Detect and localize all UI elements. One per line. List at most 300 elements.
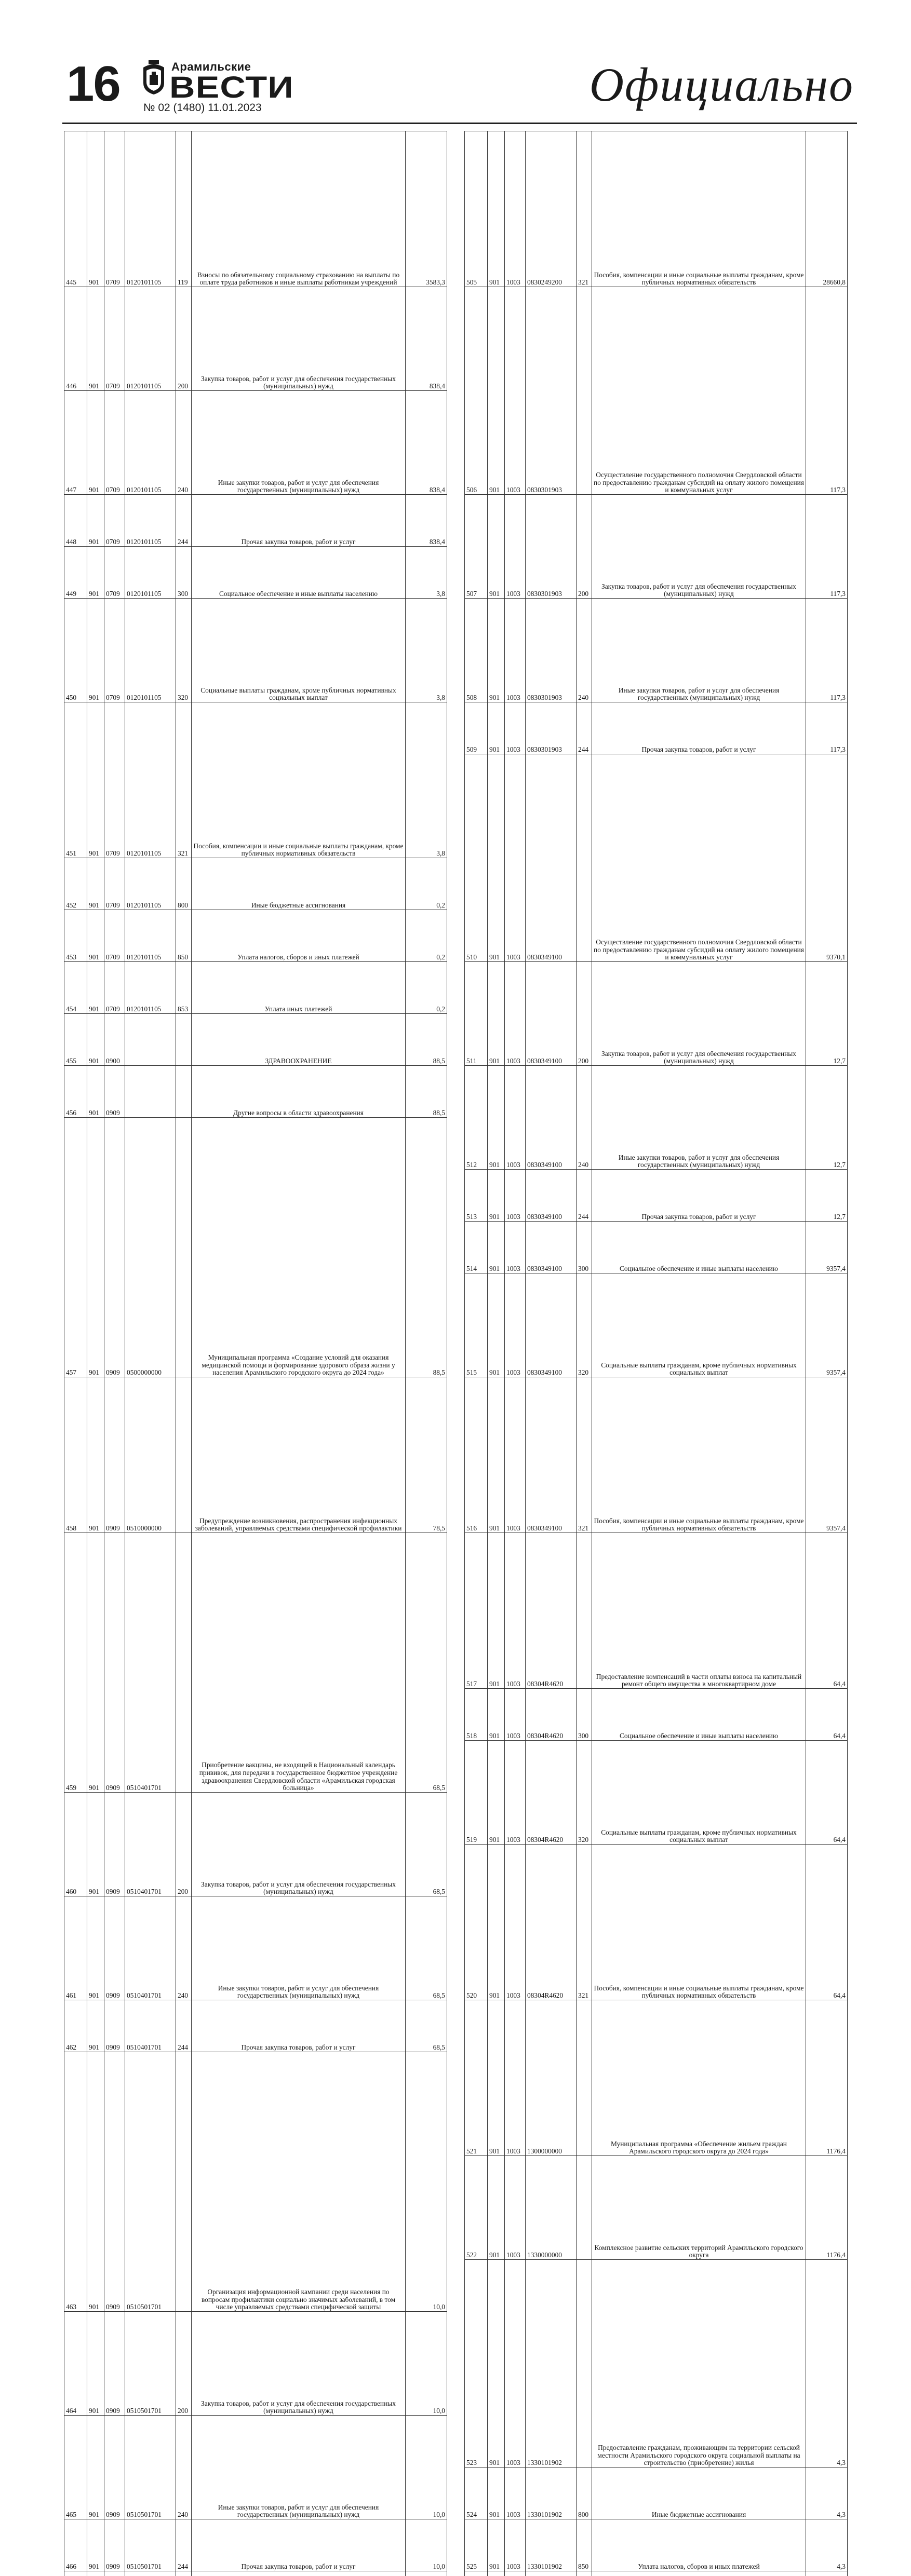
amount: 0,2 bbox=[406, 910, 447, 962]
table-row bbox=[64, 547, 447, 599]
expense-type bbox=[176, 1533, 192, 1793]
admin-code: 901 bbox=[488, 1533, 505, 1689]
page-header bbox=[62, 52, 857, 124]
section-code: 1003 bbox=[505, 2519, 526, 2571]
amount: 28660,8 bbox=[806, 131, 848, 287]
expense-type bbox=[577, 1533, 592, 1689]
amount: 4,3 bbox=[806, 2519, 848, 2571]
target-code: 0120101105 bbox=[125, 131, 176, 287]
section-code: 0709 bbox=[104, 858, 125, 910]
amount: 838,4 bbox=[406, 287, 447, 391]
admin-code: 901 bbox=[488, 754, 505, 962]
admin-code: 901 bbox=[87, 910, 104, 962]
section-code: 1003 bbox=[505, 2467, 526, 2519]
expense-type bbox=[176, 1014, 192, 1066]
row-number: 447 bbox=[64, 391, 87, 495]
amount: 3,8 bbox=[406, 547, 447, 599]
table-row bbox=[64, 1377, 447, 1533]
description: Пособия, компенсации и иные социальные выплаты гражданам, кроме публичных нормативных обязательств bbox=[592, 131, 806, 287]
admin-code: 901 bbox=[87, 1066, 104, 1118]
expense-type: 200 bbox=[176, 287, 192, 391]
table-row bbox=[465, 2467, 848, 2519]
logo-big-text: ВЕСТИ bbox=[169, 73, 294, 103]
table-row bbox=[64, 2000, 447, 2052]
section-code: 1003 bbox=[505, 495, 526, 599]
description: Прочая закупка товаров, работ и услуг bbox=[592, 1170, 806, 1222]
row-number: 522 bbox=[465, 2156, 488, 2260]
admin-code: 901 bbox=[488, 1741, 505, 1845]
target-code: 0120101105 bbox=[125, 495, 176, 547]
admin-code: 901 bbox=[488, 1066, 505, 1170]
section-code: 1003 bbox=[505, 1170, 526, 1222]
description: Иные закупки товаров, работ и услуг для обеспечения государственных (муниципальных) нужд bbox=[192, 391, 406, 495]
amount: 64,4 bbox=[806, 1689, 848, 1741]
section-code: 0909 bbox=[104, 1066, 125, 1118]
budget-table-left bbox=[64, 131, 447, 2576]
row-number: 516 bbox=[465, 1377, 488, 1533]
amount: 3,8 bbox=[406, 702, 447, 858]
row-number: 524 bbox=[465, 2467, 488, 2519]
admin-code: 901 bbox=[488, 2467, 505, 2519]
row-number: 507 bbox=[465, 495, 488, 599]
amount: 3,8 bbox=[406, 599, 447, 702]
expense-type: 853 bbox=[176, 962, 192, 1014]
target-code: 0510501701 bbox=[125, 2052, 176, 2312]
coat-of-arms-icon bbox=[141, 60, 166, 96]
right-column bbox=[464, 131, 848, 1266]
description: Закупка товаров, работ и услуг для обеспечения государственных (муниципальных) нужд bbox=[192, 287, 406, 391]
description: Иные закупки товаров, работ и услуг для обеспечения государственных (муниципальных) нужд bbox=[592, 599, 806, 702]
section-code: 0709 bbox=[104, 287, 125, 391]
row-number: 466 bbox=[64, 2519, 87, 2571]
amount: 1176,4 bbox=[806, 2156, 848, 2260]
admin-code: 901 bbox=[87, 1533, 104, 1793]
expense-type: 200 bbox=[176, 2312, 192, 2416]
row-number: 451 bbox=[64, 702, 87, 858]
expense-type: 240 bbox=[176, 2416, 192, 2519]
admin-code: 901 bbox=[87, 1118, 104, 1377]
admin-code bbox=[488, 2571, 505, 2576]
amount: 0,2 bbox=[406, 962, 447, 1014]
description: Закупка товаров, работ и услуг для обеспечения государственных (муниципальных) нужд bbox=[592, 495, 806, 599]
row-number: 517 bbox=[465, 1533, 488, 1689]
row-number: 450 bbox=[64, 599, 87, 702]
expense-type: 240 bbox=[176, 391, 192, 495]
section-code: 0909 bbox=[104, 2052, 125, 2312]
admin-code: 901 bbox=[488, 2156, 505, 2260]
expense-type: 321 bbox=[176, 702, 192, 858]
section-code: 0709 bbox=[104, 702, 125, 858]
amount: 4,3 bbox=[806, 2260, 848, 2467]
table-row bbox=[64, 495, 447, 547]
section-code: 0909 bbox=[104, 1533, 125, 1793]
expense-type bbox=[577, 2000, 592, 2156]
amount: 68,5 bbox=[406, 1793, 447, 1896]
target-code: 1330000000 bbox=[526, 2156, 577, 2260]
page-number: 16 bbox=[66, 59, 120, 109]
table-row bbox=[465, 2260, 848, 2467]
table-row bbox=[64, 1118, 447, 1377]
description: Предоставление компенсаций в части оплаты взноса на капитальный ремонт общего имущества в многоквартирном доме bbox=[592, 1533, 806, 1689]
table-row bbox=[465, 1533, 848, 1689]
target-code: 08304R4620 bbox=[526, 1845, 577, 2000]
section-code: 0709 bbox=[104, 962, 125, 1014]
expense-type bbox=[176, 1066, 192, 1118]
section-code: 1003 bbox=[505, 1689, 526, 1741]
amount: 88,5 bbox=[406, 1118, 447, 1377]
section-code: 0909 bbox=[104, 1896, 125, 2000]
amount: 10,0 bbox=[406, 2519, 447, 2571]
header-rule bbox=[62, 123, 857, 124]
row-number: 452 bbox=[64, 858, 87, 910]
expense-type bbox=[577, 2156, 592, 2260]
description: Комплексное развитие сельских территорий Арамильского городского округа bbox=[592, 2156, 806, 2260]
section-code: 0709 bbox=[104, 495, 125, 547]
target-code: 0120101105 bbox=[125, 962, 176, 1014]
table-row bbox=[64, 1066, 447, 1118]
row-number: 512 bbox=[465, 1066, 488, 1170]
row-number: 464 bbox=[64, 2312, 87, 2416]
expense-type: 850 bbox=[176, 910, 192, 962]
description: Иные закупки товаров, работ и услуг для обеспечения государственных (муниципальных) нужд bbox=[592, 1066, 806, 1170]
table-row bbox=[64, 1793, 447, 1896]
table-row bbox=[64, 2571, 447, 2576]
row-number: 459 bbox=[64, 1533, 87, 1793]
target-code: 1330101902 bbox=[526, 2260, 577, 2467]
expense-type: 320 bbox=[577, 1741, 592, 1845]
target-code: 0830349100 bbox=[526, 962, 577, 1066]
amount: 9357,4 bbox=[806, 1273, 848, 1377]
target-code: 0830349100 bbox=[526, 1170, 577, 1222]
section-code: 1003 bbox=[505, 287, 526, 495]
table-row bbox=[64, 702, 447, 858]
description: Социальное обеспечение и иные выплаты населению bbox=[592, 1689, 806, 1741]
table-row bbox=[465, 287, 848, 495]
description: Взносы по обязательному социальному страхованию на выплаты по оплате труда работников и иные выплаты работникам учреждений bbox=[192, 131, 406, 287]
amount: 1176,4 bbox=[806, 2000, 848, 2156]
row-number: 514 bbox=[465, 1222, 488, 1273]
expense-type: 200 bbox=[577, 962, 592, 1066]
section-code: 1003 bbox=[505, 2260, 526, 2467]
description: Закупка товаров, работ и услуг для обеспечения государственных (муниципальных) нужд bbox=[192, 2312, 406, 2416]
section-code: 0709 bbox=[104, 599, 125, 702]
budget-table-right bbox=[464, 131, 848, 2576]
description: Социальные выплаты гражданам, кроме публичных нормативных социальных выплат bbox=[592, 1273, 806, 1377]
expense-type: 320 bbox=[176, 599, 192, 702]
table-row bbox=[465, 599, 848, 702]
target-code bbox=[125, 1066, 176, 1118]
description: Муниципальная программа «Создание условий для оказания медицинской помощи и формирование здорового образа жизни у населения Арамильского городского округа до 2024 года» bbox=[192, 1118, 406, 1377]
table-row bbox=[465, 1273, 848, 1377]
table-row bbox=[465, 495, 848, 599]
expense-type: 320 bbox=[577, 1273, 592, 1377]
row-number: 519 bbox=[465, 1741, 488, 1845]
section-code: 1003 bbox=[505, 131, 526, 287]
amount: 838,4 bbox=[406, 495, 447, 547]
table-row bbox=[64, 2519, 447, 2571]
admin-code bbox=[87, 2571, 104, 2576]
description: Прочая закупка товаров, работ и услуг bbox=[192, 2000, 406, 2052]
section-code: 1003 bbox=[505, 754, 526, 962]
description: Социальные выплаты гражданам, кроме публичных нормативных социальных выплат bbox=[192, 599, 406, 702]
admin-code: 901 bbox=[87, 2052, 104, 2312]
expense-type bbox=[577, 287, 592, 495]
table-row bbox=[64, 599, 447, 702]
section-code: 1003 bbox=[505, 1845, 526, 2000]
amount: 12,7 bbox=[806, 962, 848, 1066]
admin-code: 901 bbox=[87, 702, 104, 858]
table-row bbox=[64, 1533, 447, 1793]
expense-type bbox=[176, 1118, 192, 1377]
table-row bbox=[465, 2571, 848, 2576]
expense-type: 240 bbox=[577, 1066, 592, 1170]
admin-code: 901 bbox=[87, 547, 104, 599]
admin-code: 901 bbox=[87, 2312, 104, 2416]
description: Уплата налогов, сборов и иных платежей bbox=[592, 2519, 806, 2571]
row-number bbox=[465, 2571, 488, 2576]
target-code: 0510501701 bbox=[125, 2416, 176, 2519]
row-number: 449 bbox=[64, 547, 87, 599]
expense-type: 119 bbox=[176, 131, 192, 287]
section-code: 1003 bbox=[505, 1222, 526, 1273]
expense-type bbox=[176, 1377, 192, 1533]
expense-type: 200 bbox=[176, 1793, 192, 1896]
target-code: 0830349100 bbox=[526, 754, 577, 962]
admin-code: 901 bbox=[87, 391, 104, 495]
admin-code: 901 bbox=[488, 702, 505, 754]
target-code: 08304R4620 bbox=[526, 1533, 577, 1689]
amount: 9357,4 bbox=[806, 1377, 848, 1533]
expense-type: 850 bbox=[577, 2519, 592, 2571]
expense-type: 244 bbox=[577, 1170, 592, 1222]
section-code: 0909 bbox=[104, 2000, 125, 2052]
admin-code: 901 bbox=[87, 858, 104, 910]
target-code: 0120101105 bbox=[125, 391, 176, 495]
target-code: 0830349100 bbox=[526, 1377, 577, 1533]
row-number: 523 bbox=[465, 2260, 488, 2467]
admin-code: 901 bbox=[87, 2000, 104, 2052]
amount bbox=[806, 2571, 848, 2576]
amount bbox=[406, 2571, 447, 2576]
row-number: 511 bbox=[465, 962, 488, 1066]
section-code: 0909 bbox=[104, 1118, 125, 1377]
section-code: 0709 bbox=[104, 547, 125, 599]
row-number: 462 bbox=[64, 2000, 87, 2052]
section-code: 0909 bbox=[104, 1793, 125, 1896]
section-code bbox=[104, 2571, 125, 2576]
section-code bbox=[505, 2571, 526, 2576]
expense-type: 321 bbox=[577, 1845, 592, 2000]
amount: 117,3 bbox=[806, 495, 848, 599]
table-row bbox=[465, 1689, 848, 1741]
row-number: 465 bbox=[64, 2416, 87, 2519]
table-row bbox=[465, 1741, 848, 1845]
admin-code: 901 bbox=[488, 131, 505, 287]
target-code bbox=[125, 1014, 176, 1066]
row-number: 455 bbox=[64, 1014, 87, 1066]
expense-type: 300 bbox=[577, 1222, 592, 1273]
expense-type: 321 bbox=[577, 1377, 592, 1533]
target-code: 0120101105 bbox=[125, 547, 176, 599]
admin-code: 901 bbox=[87, 1793, 104, 1896]
description: Иные закупки товаров, работ и услуг для обеспечения государственных (муниципальных) нужд bbox=[192, 1896, 406, 2000]
description: Иные бюджетные ассигнования bbox=[592, 2467, 806, 2519]
row-number: 521 bbox=[465, 2000, 488, 2156]
table-row bbox=[64, 2052, 447, 2312]
table-row bbox=[64, 287, 447, 391]
description bbox=[592, 2571, 806, 2576]
expense-type: 244 bbox=[577, 702, 592, 754]
row-number: 454 bbox=[64, 962, 87, 1014]
description: Уплата налогов, сборов и иных платежей bbox=[192, 910, 406, 962]
row-number: 518 bbox=[465, 1689, 488, 1741]
amount: 117,3 bbox=[806, 599, 848, 702]
description: Социальное обеспечение и иные выплаты населению bbox=[192, 547, 406, 599]
description: Приобретение вакцины, не входящей в Национальный календарь прививок, для передачи в государственное бюджетное учреждение здравоохранения Свердловской области «Арамильская городская больница» bbox=[192, 1533, 406, 1793]
target-code: 0510000000 bbox=[125, 1377, 176, 1533]
target-code: 0510501701 bbox=[125, 2312, 176, 2416]
description: Уплата иных платежей bbox=[192, 962, 406, 1014]
expense-type: 200 bbox=[577, 495, 592, 599]
table-row bbox=[64, 2312, 447, 2416]
table-row bbox=[64, 131, 447, 287]
description: Предоставление гражданам, проживающим на территории сельской местности Арамильского городского округа социальной выплаты на строительство (приобретение) жилья bbox=[592, 2260, 806, 2467]
admin-code: 901 bbox=[87, 495, 104, 547]
section-code: 1003 bbox=[505, 599, 526, 702]
amount: 88,5 bbox=[406, 1014, 447, 1066]
row-number: 463 bbox=[64, 2052, 87, 2312]
target-code: 1300000000 bbox=[526, 2000, 577, 2156]
amount: 12,7 bbox=[806, 1170, 848, 1222]
expense-type bbox=[176, 2052, 192, 2312]
admin-code: 901 bbox=[87, 131, 104, 287]
target-code: 0510501701 bbox=[125, 2519, 176, 2571]
amount: 64,4 bbox=[806, 1741, 848, 1845]
row-number: 506 bbox=[465, 287, 488, 495]
expense-type bbox=[577, 2571, 592, 2576]
section-code: 1003 bbox=[505, 962, 526, 1066]
target-code: 0830249200 bbox=[526, 131, 577, 287]
row-number: 448 bbox=[64, 495, 87, 547]
row-number: 520 bbox=[465, 1845, 488, 2000]
row-number: 525 bbox=[465, 2519, 488, 2571]
admin-code: 901 bbox=[488, 2519, 505, 2571]
section-code: 0909 bbox=[104, 2416, 125, 2519]
row-number: 461 bbox=[64, 1896, 87, 2000]
amount: 78,5 bbox=[406, 1377, 447, 1533]
admin-code: 901 bbox=[488, 2260, 505, 2467]
target-code bbox=[125, 2571, 176, 2576]
target-code bbox=[526, 2571, 577, 2576]
row-number: 508 bbox=[465, 599, 488, 702]
description: Организация информационной кампании среди населения по вопросам профилактики социально значимых заболеваний, в том числе управляемых средствами специфической защиты bbox=[192, 2052, 406, 2312]
admin-code: 901 bbox=[87, 1377, 104, 1533]
description: Пособия, компенсации и иные социальные выплаты гражданам, кроме публичных нормативных обязательств bbox=[592, 1377, 806, 1533]
section-code: 1003 bbox=[505, 1066, 526, 1170]
section-code: 0709 bbox=[104, 131, 125, 287]
expense-type bbox=[577, 2260, 592, 2467]
target-code: 0830301903 bbox=[526, 702, 577, 754]
expense-type: 800 bbox=[176, 858, 192, 910]
amount: 838,4 bbox=[406, 391, 447, 495]
amount: 9370,1 bbox=[806, 754, 848, 962]
row-number: 515 bbox=[465, 1273, 488, 1377]
target-code: 0830301903 bbox=[526, 599, 577, 702]
amount: 117,3 bbox=[806, 702, 848, 754]
amount: 12,7 bbox=[806, 1066, 848, 1170]
row-number: 445 bbox=[64, 131, 87, 287]
description: Прочая закупка товаров, работ и услуг bbox=[192, 495, 406, 547]
row-number: 509 bbox=[465, 702, 488, 754]
target-code: 0830349100 bbox=[526, 1066, 577, 1170]
table-row bbox=[465, 131, 848, 287]
target-code: 0120101105 bbox=[125, 287, 176, 391]
table-row bbox=[465, 1170, 848, 1222]
amount: 4,3 bbox=[806, 2467, 848, 2519]
row-number: 458 bbox=[64, 1377, 87, 1533]
row-number: 505 bbox=[465, 131, 488, 287]
row-number: 460 bbox=[64, 1793, 87, 1896]
amount: 10,0 bbox=[406, 2052, 447, 2312]
amount: 117,3 bbox=[806, 287, 848, 495]
description: Предупреждение возникновения, распространения инфекционных заболеваний, управляемых средствами специфической профилактики bbox=[192, 1377, 406, 1533]
expense-type: 800 bbox=[577, 2467, 592, 2519]
expense-type: 240 bbox=[176, 1896, 192, 2000]
row-number: 457 bbox=[64, 1118, 87, 1377]
table-row bbox=[465, 2156, 848, 2260]
expense-type: 244 bbox=[176, 2519, 192, 2571]
description: Иные закупки товаров, работ и услуг для обеспечения государственных (муниципальных) нужд bbox=[192, 2416, 406, 2519]
target-code: 0120101105 bbox=[125, 910, 176, 962]
admin-code: 901 bbox=[87, 2416, 104, 2519]
target-code: 08304R4620 bbox=[526, 1741, 577, 1845]
description: Пособия, компенсации и иные социальные выплаты гражданам, кроме публичных нормативных обязательств bbox=[192, 702, 406, 858]
admin-code: 901 bbox=[87, 2519, 104, 2571]
admin-code: 901 bbox=[87, 962, 104, 1014]
target-code: 0830349100 bbox=[526, 1222, 577, 1273]
section-code: 0909 bbox=[104, 2519, 125, 2571]
section-code: 1003 bbox=[505, 2156, 526, 2260]
description: Прочая закупка товаров, работ и услуг bbox=[592, 702, 806, 754]
table-row bbox=[465, 962, 848, 1066]
row-number bbox=[64, 2571, 87, 2576]
table-row bbox=[64, 962, 447, 1014]
target-code: 0120101105 bbox=[125, 858, 176, 910]
description: Осуществление государственного полномочия Свердловской области по предоставлению гражданам субсидий на оплату жилого помещения и коммунальных услуг bbox=[592, 754, 806, 962]
admin-code: 901 bbox=[488, 1845, 505, 2000]
target-code: 0510401701 bbox=[125, 1896, 176, 2000]
amount: 10,0 bbox=[406, 2312, 447, 2416]
admin-code: 901 bbox=[87, 287, 104, 391]
table-row bbox=[64, 858, 447, 910]
amount: 9357,4 bbox=[806, 1222, 848, 1273]
expense-type: 300 bbox=[176, 547, 192, 599]
table-row bbox=[465, 702, 848, 754]
description: Муниципальная программа «Обеспечение жильем граждан Арамильского городского округа до 2024 года» bbox=[592, 2000, 806, 2156]
admin-code: 901 bbox=[488, 2000, 505, 2156]
section-code: 0909 bbox=[104, 2312, 125, 2416]
target-code: 1330101902 bbox=[526, 2519, 577, 2571]
row-number: 453 bbox=[64, 910, 87, 962]
target-code: 0510401701 bbox=[125, 1533, 176, 1793]
amount: 10,0 bbox=[406, 2416, 447, 2519]
admin-code: 901 bbox=[488, 287, 505, 495]
description: Закупка товаров, работ и услуг для обеспечения государственных (муниципальных) нужд bbox=[592, 962, 806, 1066]
target-code: 0830349100 bbox=[526, 1273, 577, 1377]
left-column bbox=[64, 131, 447, 1266]
row-number: 456 bbox=[64, 1066, 87, 1118]
amount: 0,2 bbox=[406, 858, 447, 910]
